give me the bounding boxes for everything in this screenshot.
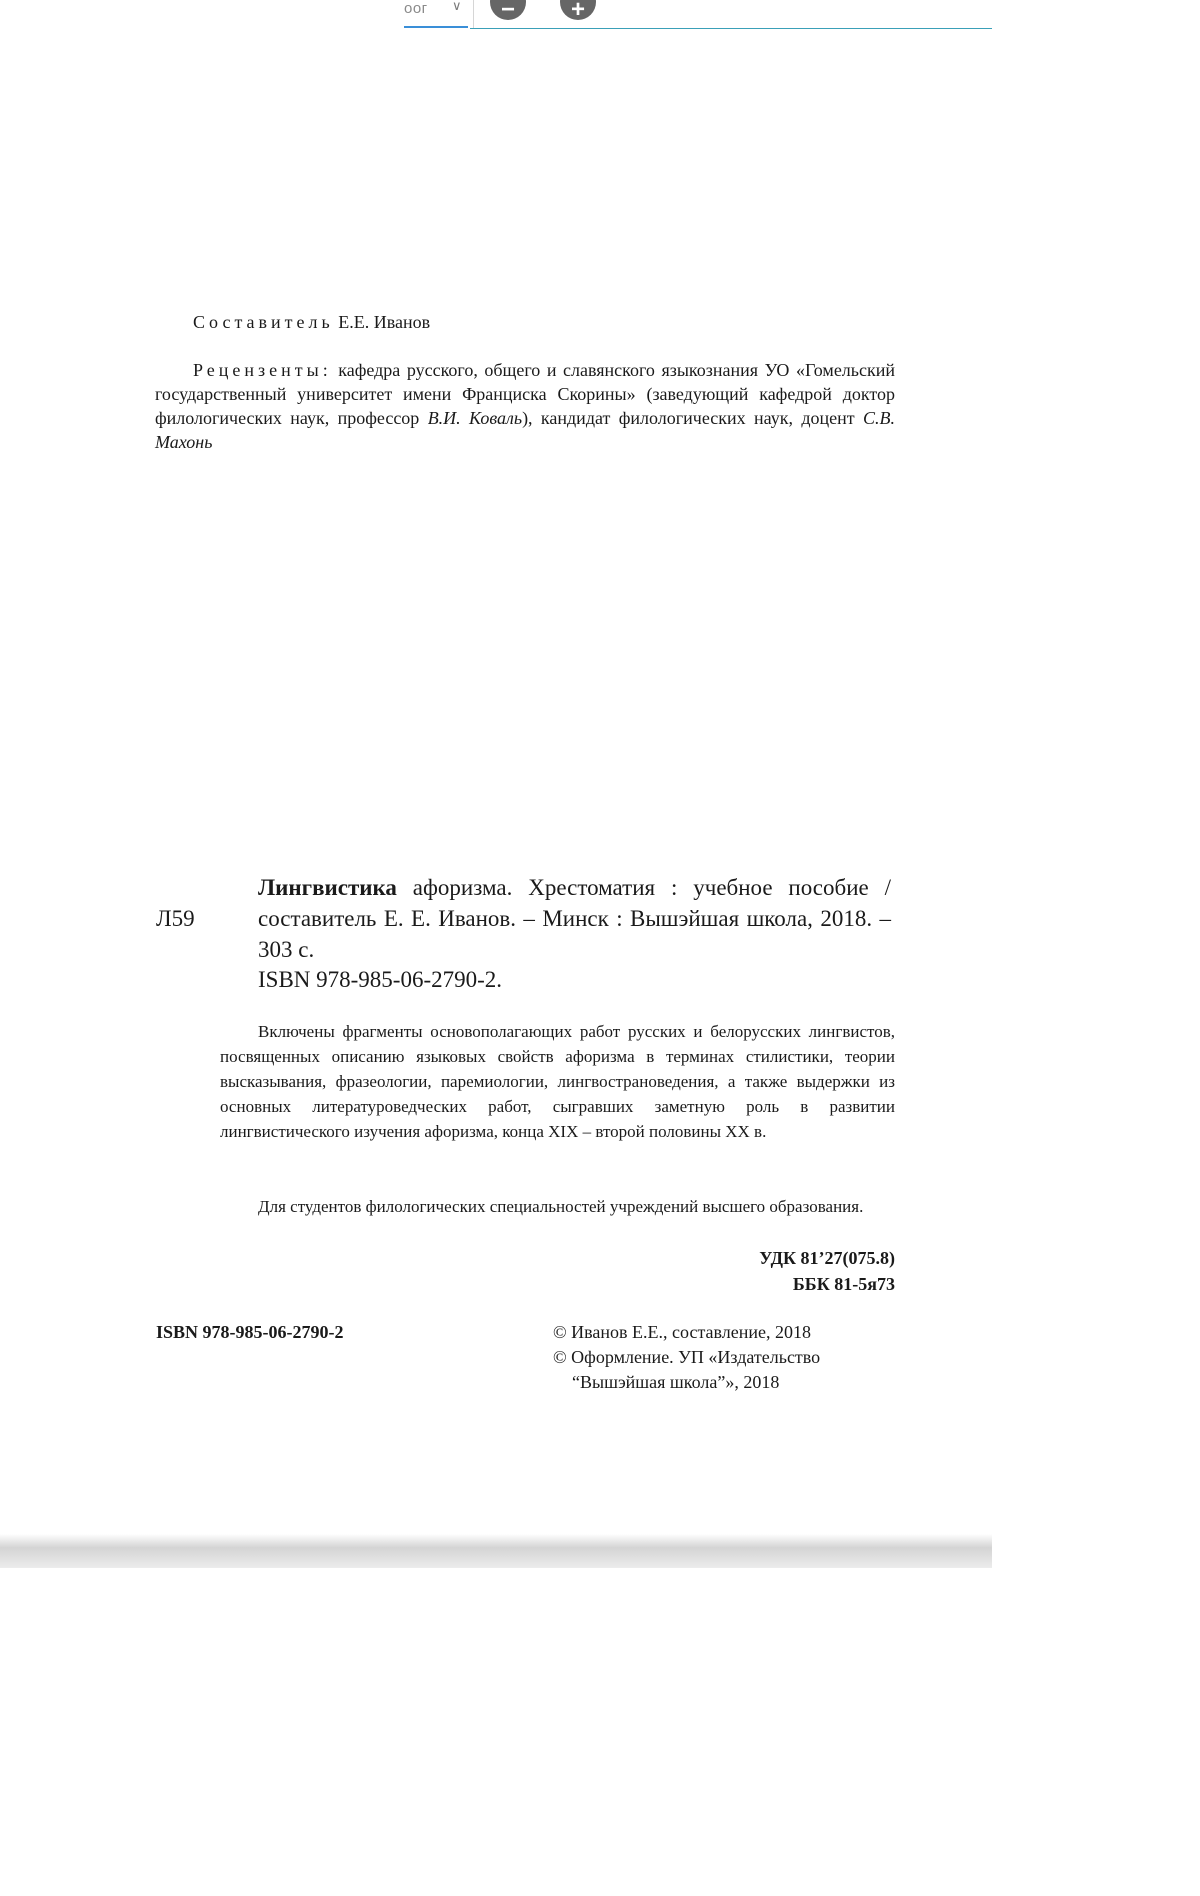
reviewers-text: кафедра русского, общего и славянского языкознания УО «Гомельский государственный университет имени Франциска Скорины» (заведующий кафедрой доктор филологических наук, профессор: [155, 360, 895, 428]
book-title: Лингвистика: [258, 875, 397, 900]
reviewers-paragraph: [155, 358, 895, 454]
compiler-name: Е.Е. Иванов: [338, 312, 431, 332]
shelf-code: Л59: [156, 906, 195, 931]
reviewer-name: С.В. Махонь: [155, 408, 896, 452]
chevron-down-icon: ∨: [452, 0, 462, 13]
zoom-out-button[interactable]: [490, 0, 526, 23]
compiler-label: Составитель: [193, 312, 334, 332]
isbn-bottom: ISBN 978-985-06-2790-2: [156, 1322, 344, 1342]
copyright-compiler: © Иванов Е.Е., составление, 2018: [553, 1322, 812, 1342]
compiler-line: [193, 312, 430, 332]
plus-icon: +: [570, 0, 585, 23]
reviewer-name: В.И. Коваль: [427, 408, 523, 428]
copyright-publisher: “Вышэйшая школа”», 2018: [572, 1372, 780, 1392]
audience-paragraph: Для студентов филологических специальностей учреждений высшего образования.: [258, 1197, 864, 1216]
minus-icon: −: [500, 0, 515, 23]
zoom-in-button[interactable]: [560, 0, 596, 23]
document-page: [0, 34, 992, 1534]
annotation-paragraph: Включены фрагменты основополагающих работ русских и белорусских лингвистов, посвященных описанию языковых свойств афоризма в терминах стилистики, теории высказывания, фразеологии, паремиологии, лингвострановедения, а также выдержки из основных литературоведческих работ, сыгравших заметную роль в развитии лингвистического изучения афоризма, конца XIX – второй половины XX в.: [220, 1022, 895, 1141]
udk-code: УДК 81’27(075.8): [759, 1248, 895, 1268]
reviewers-text-continued: ), кандидат филологических наук, доцент: [522, 408, 855, 428]
bibliographic-isbn: ISBN 978-985-06-2790-2.: [258, 967, 503, 992]
zoom-value: оог: [404, 0, 428, 17]
pdf-toolbar: [0, 0, 992, 34]
toolbar-divider: [470, 28, 992, 29]
copyright-design: © Оформление. УП «Издательство: [553, 1347, 821, 1367]
reviewers-label: Рецензенты:: [193, 360, 332, 380]
toolbar-separator: [473, 0, 474, 28]
bibliographic-description: афоризма. Хрестоматия : учебное пособие / составитель Е. Е. Иванов. – Минск : Вышэйшая школа, 2018. – 303 с.: [258, 875, 891, 962]
zoom-select[interactable]: [404, 0, 468, 28]
bbk-code: ББК 81-5я73: [792, 1274, 895, 1294]
bibliographic-record: [258, 872, 891, 965]
page-bottom-edge: [0, 1534, 992, 1568]
